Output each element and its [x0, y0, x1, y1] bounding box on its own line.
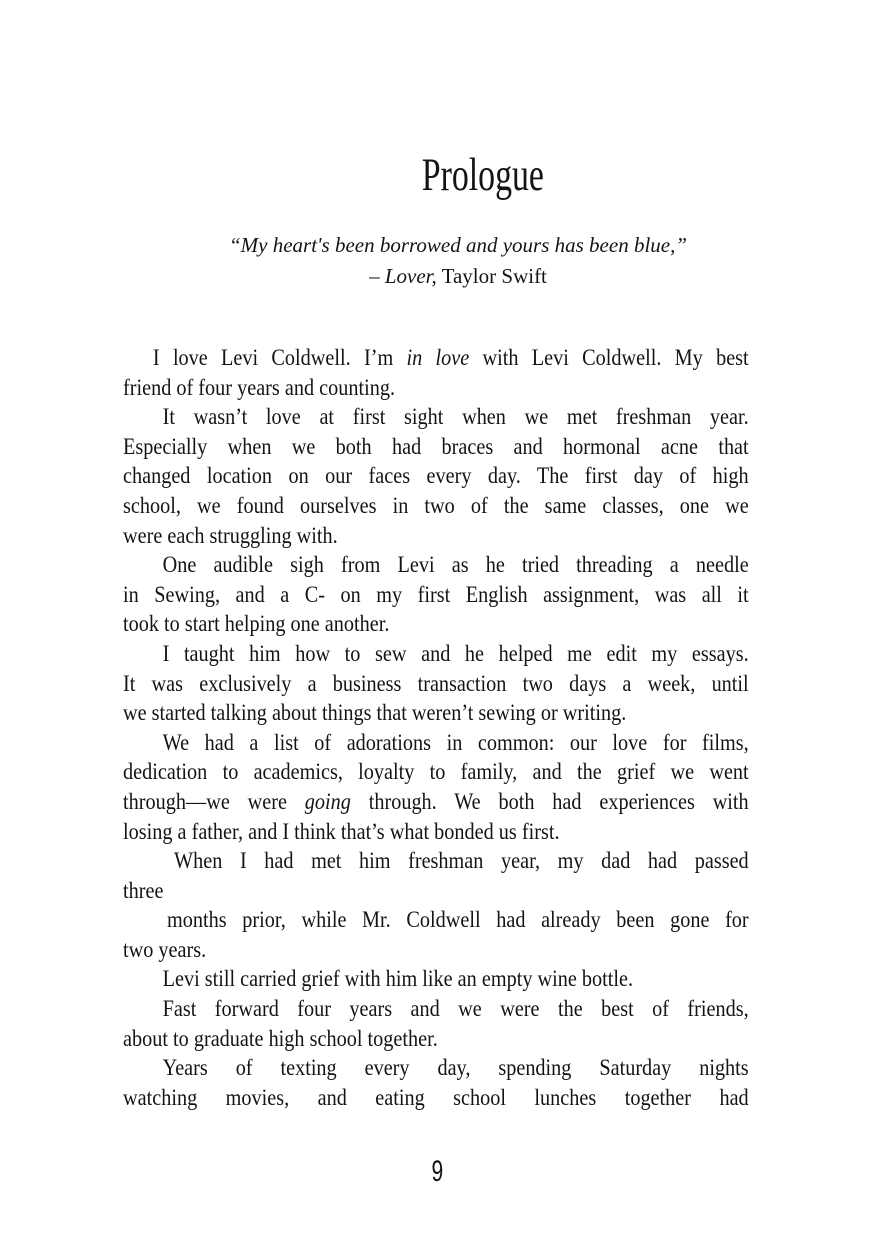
italic-text: in love — [406, 345, 470, 370]
text-segment: losing a father, and I think that’s what bonded us first. — [123, 818, 560, 844]
text-line — [123, 669, 749, 699]
text-segment: I love Levi Coldwell. I’m — [152, 345, 407, 370]
text-line — [123, 905, 749, 935]
text-line — [123, 817, 749, 847]
text-line — [123, 521, 749, 551]
text-line — [123, 432, 749, 462]
epigraph-quote: “My heart's been borrowed and yours has been blue,” — [228, 233, 688, 257]
text-line — [123, 964, 749, 994]
text-line — [123, 994, 749, 1024]
text-line — [123, 402, 749, 432]
text-segment: Fast forward four years and we were the best of friends, — [162, 996, 749, 1022]
text-line — [123, 609, 749, 639]
text-segment: We had a list of adorations in common: our love for films, — [162, 729, 749, 755]
text-line — [123, 876, 749, 906]
text-segment: When I had met him freshman year, my dad had passed — [174, 848, 749, 874]
text-segment: about to graduate high school together. — [123, 1025, 438, 1051]
text-line — [123, 1083, 749, 1113]
text-segment: school, we found ourselves in two of the same classes, one we — [123, 492, 749, 518]
text-line — [123, 550, 749, 580]
text-line — [123, 728, 749, 758]
page-number — [0, 1155, 875, 1189]
text-segment: friend of four years and counting. — [123, 374, 396, 400]
text-segment: Years of texting every day, spending Saturday nights — [162, 1055, 749, 1081]
text-line — [123, 1024, 749, 1054]
text-line — [123, 1053, 749, 1083]
text-segment: changed location on our faces every day. The first day of high — [123, 463, 749, 489]
text-line — [123, 639, 749, 669]
text-segment: One audible sigh from Levi as he tried threading a needle — [162, 552, 749, 578]
text-line — [123, 373, 749, 403]
text-line — [123, 787, 749, 817]
text-segment: dedication to academics, loyalty to family, and the grief we went — [123, 759, 749, 785]
text-line — [123, 935, 749, 965]
text-segment: two years. — [123, 936, 207, 962]
chapter-title — [170, 149, 796, 201]
text-segment: Levi still carried grief with him like an empty wine bottle. — [162, 966, 634, 992]
text-segment: were each struggling with. — [123, 522, 338, 548]
text-segment: we started talking about things that weren’t sewing or writing. — [123, 700, 627, 726]
text-line — [123, 343, 749, 373]
text-line — [123, 491, 749, 521]
text-segment: through—we were — [123, 788, 305, 814]
text-segment: with Levi Coldwell. My best — [469, 345, 749, 370]
body-text — [123, 343, 749, 1112]
text-segment: I taught him how to sew and he helped me edit my essays. — [162, 640, 749, 666]
page-number-text: 9 — [431, 1155, 444, 1188]
epigraph — [145, 230, 771, 292]
text-segment: watching movies, and eating school lunches together had — [123, 1084, 749, 1110]
text-line — [123, 580, 749, 610]
text-line — [123, 757, 749, 787]
epigraph-source-title: – Lover, — [369, 264, 437, 288]
text-segment: It was exclusively a business transaction two days a week, until — [123, 670, 749, 696]
chapter-title-text: Prologue — [421, 149, 545, 201]
epigraph-author: Taylor Swift — [441, 264, 547, 288]
text-segment: through. We both had experiences with — [350, 788, 749, 814]
text-segment: Especially when we both had braces and hormonal acne that — [123, 433, 749, 459]
text-line — [123, 698, 749, 728]
text-segment: in Sewing, and a C- on my first English assignment, was all it — [123, 581, 749, 607]
text-line — [123, 461, 749, 491]
text-segment: took to start helping one another. — [123, 611, 390, 637]
epigraph-attribution — [145, 261, 771, 292]
text-segment: three — [123, 877, 164, 903]
italic-text: going — [304, 788, 351, 814]
text-segment: months prior, while Mr. Coldwell had already been gone for — [167, 907, 749, 933]
text-line — [123, 846, 749, 876]
text-segment: It wasn’t love at first sight when we met freshman year. — [162, 404, 749, 430]
